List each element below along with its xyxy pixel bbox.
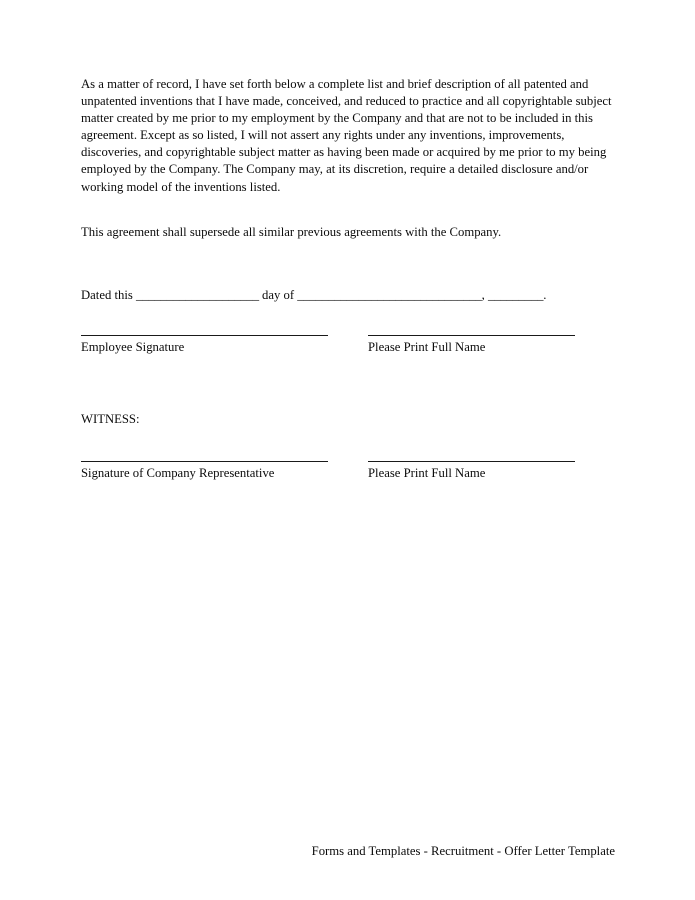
signature-row-employee	[81, 335, 615, 369]
paragraph-supersede-clause: This agreement shall supersede all similar previous agreements with the Company.	[81, 224, 502, 239]
signature-block-witness	[81, 461, 615, 495]
document-body	[81, 76, 615, 304]
page-footer: Forms and Templates - Recruitment - Offer Letter Template	[311, 844, 615, 858]
witness-print-name-label: Please Print Full Name	[368, 466, 486, 480]
employee-print-name-field[interactable]	[368, 335, 575, 355]
company-representative-signature-field[interactable]	[81, 461, 328, 481]
signature-row-witness	[81, 461, 615, 495]
dated-line-spacer	[81, 241, 615, 287]
dated-year-blank[interactable]: _________	[487, 287, 544, 302]
dated-day-blank[interactable]: ____________________	[135, 287, 259, 302]
dated-day-of-text: day of	[262, 287, 295, 302]
witness-print-name-field[interactable]	[368, 461, 575, 481]
paragraph-inventions-disclosure: As a matter of record, I have set forth below a complete list and brief description of all patented and unpatented inventions that I have made, conceived, and reduced to practice and all copyrightable subject matter created by me prior to my employment by the Company and that are not to be included in this agreement. Except as so listed, I will not assert any rights under any inventions, improvements, discoveries, and copyrightable subject matter as having been made or acquired by me prior to my being employed by the Company. The Company may, at its discretion, require a detailed disclosure and/or working model of the inventions listed.	[81, 77, 612, 194]
employee-signature-field[interactable]	[81, 335, 328, 355]
dated-month-blank[interactable]: ______________________________	[297, 287, 482, 302]
company-representative-signature-label: Signature of Company Representative	[81, 466, 275, 480]
paragraph-spacer	[81, 196, 615, 224]
dated-this-line	[81, 287, 615, 304]
dated-this-prefix: Dated this	[81, 287, 133, 302]
witness-heading: WITNESS:	[81, 412, 140, 426]
employee-print-name-label: Please Print Full Name	[368, 340, 486, 354]
dated-period: .	[543, 287, 547, 302]
signature-block-employee	[81, 335, 615, 369]
dated-comma: ,	[481, 287, 485, 302]
employee-signature-label: Employee Signature	[81, 340, 185, 354]
